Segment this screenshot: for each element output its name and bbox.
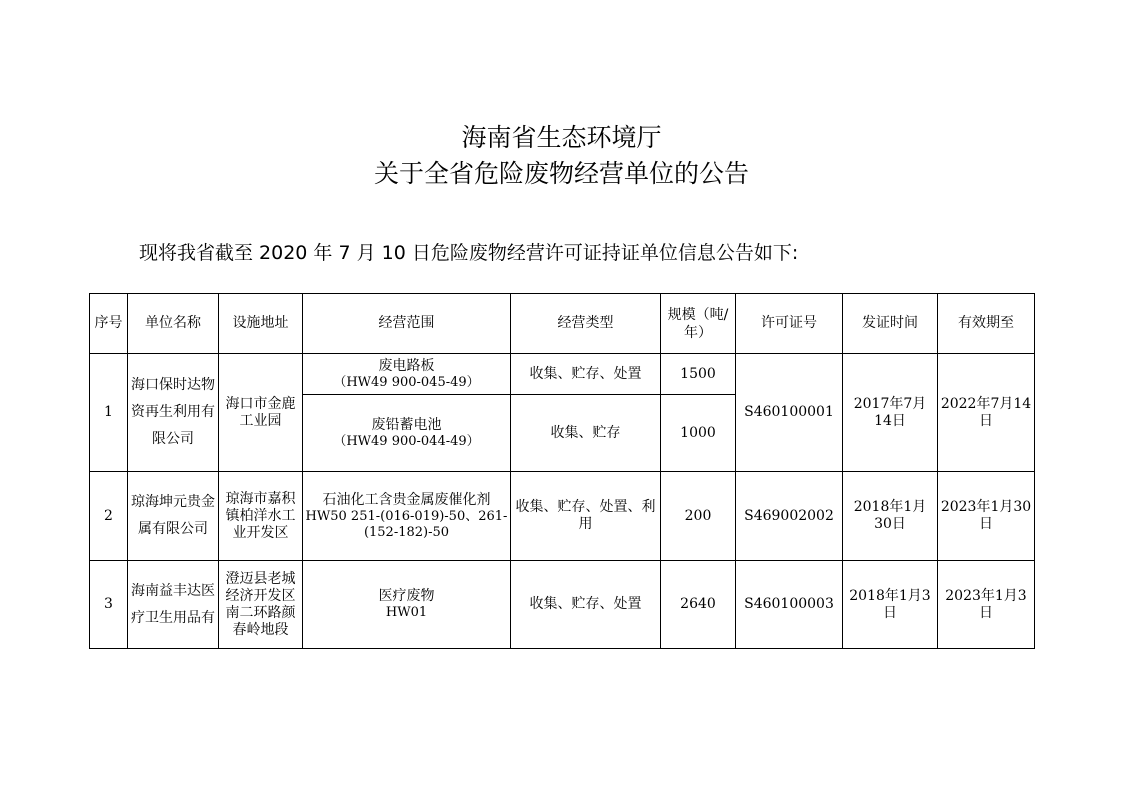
table-row [90,561,1035,649]
header-valid-until: 有效期至 [938,294,1035,354]
header-issue-date: 发证时间 [843,294,938,354]
cell-type: 收集、贮存、处置 [511,354,661,395]
cell-issue-date: 2018年1月3日 [843,561,938,649]
cell-issue-date: 2018年1月30日 [843,472,938,561]
cell-address: 琼海市嘉积镇柏洋水工业开发区 [219,472,303,561]
table-row [90,354,1035,395]
cell-valid-until: 2023年1月30日 [938,472,1035,561]
cell-scale: 200 [661,472,736,561]
cell-scale: 2640 [661,561,736,649]
scope-name: 废铅蓄电池 [371,416,442,433]
doc-title-line2: 关于全省危险废物经营单位的公告 [373,159,749,188]
scope-name: 医疗废物 [378,588,435,604]
cell-license: S460100001 [736,354,843,472]
header-unit: 单位名称 [128,294,219,354]
cell-address: 海口市金鹿工业园 [219,354,303,472]
scope-code: （HW49 900-044-49） [333,433,480,449]
scope-code: （HW49 900-045-49） [333,374,480,390]
cell-address: 澄迈县老城经济开发区南二环路颜春岭地段 [219,561,303,649]
cell-unit: 琼海坤元贵金属有限公司 [128,472,219,561]
cell-valid-until: 2022年7月14日 [938,354,1035,472]
header-scope: 经营范围 [303,294,511,354]
header-type: 经营类型 [511,294,661,354]
cell-type: 收集、贮存 [511,395,661,472]
cell-type: 收集、贮存、处置、利用 [511,472,661,561]
intro-paragraph: 现将我省截至 2020 年 7 月 10 日危险废物经营许可证持证单位信息公告如下: [139,242,799,264]
scope-name: 石油化工含贵金属废催化剂 [322,491,491,508]
header-license: 许可证号 [736,294,843,354]
header-seq: 序号 [90,294,128,354]
cell-valid-until: 2023年1月3日 [938,561,1035,649]
cell-unit: 海南益丰达医疗卫生用品有 [128,561,219,649]
cell-scope [303,354,511,395]
cell-scale: 1500 [661,354,736,395]
cell-license: S469002002 [736,472,843,561]
scope-code: HW50 251-(016-019)-50、261-(152-182)-50 [305,508,508,540]
license-table [89,293,1035,649]
cell-seq: 2 [90,472,128,561]
cell-seq: 1 [90,354,128,472]
cell-type: 收集、贮存、处置 [511,561,661,649]
cell-scale: 1000 [661,395,736,472]
cell-scope [303,395,511,472]
cell-seq: 3 [90,561,128,649]
cell-issue-date: 2017年7月14日 [843,354,938,472]
header-scale: 规模（吨/年） [661,294,736,354]
cell-license: S460100003 [736,561,843,649]
cell-unit: 海口保时达物资再生利用有限公司 [128,354,219,472]
cell-scope [303,472,511,561]
doc-title-line1: 海南省生态环境厅 [461,123,662,152]
header-row [90,294,1035,354]
header-address: 设施地址 [219,294,303,354]
scope-code: HW01 [385,605,428,620]
table-row [90,472,1035,561]
scope-name: 废电路板 [378,357,435,374]
cell-scope [303,561,511,649]
